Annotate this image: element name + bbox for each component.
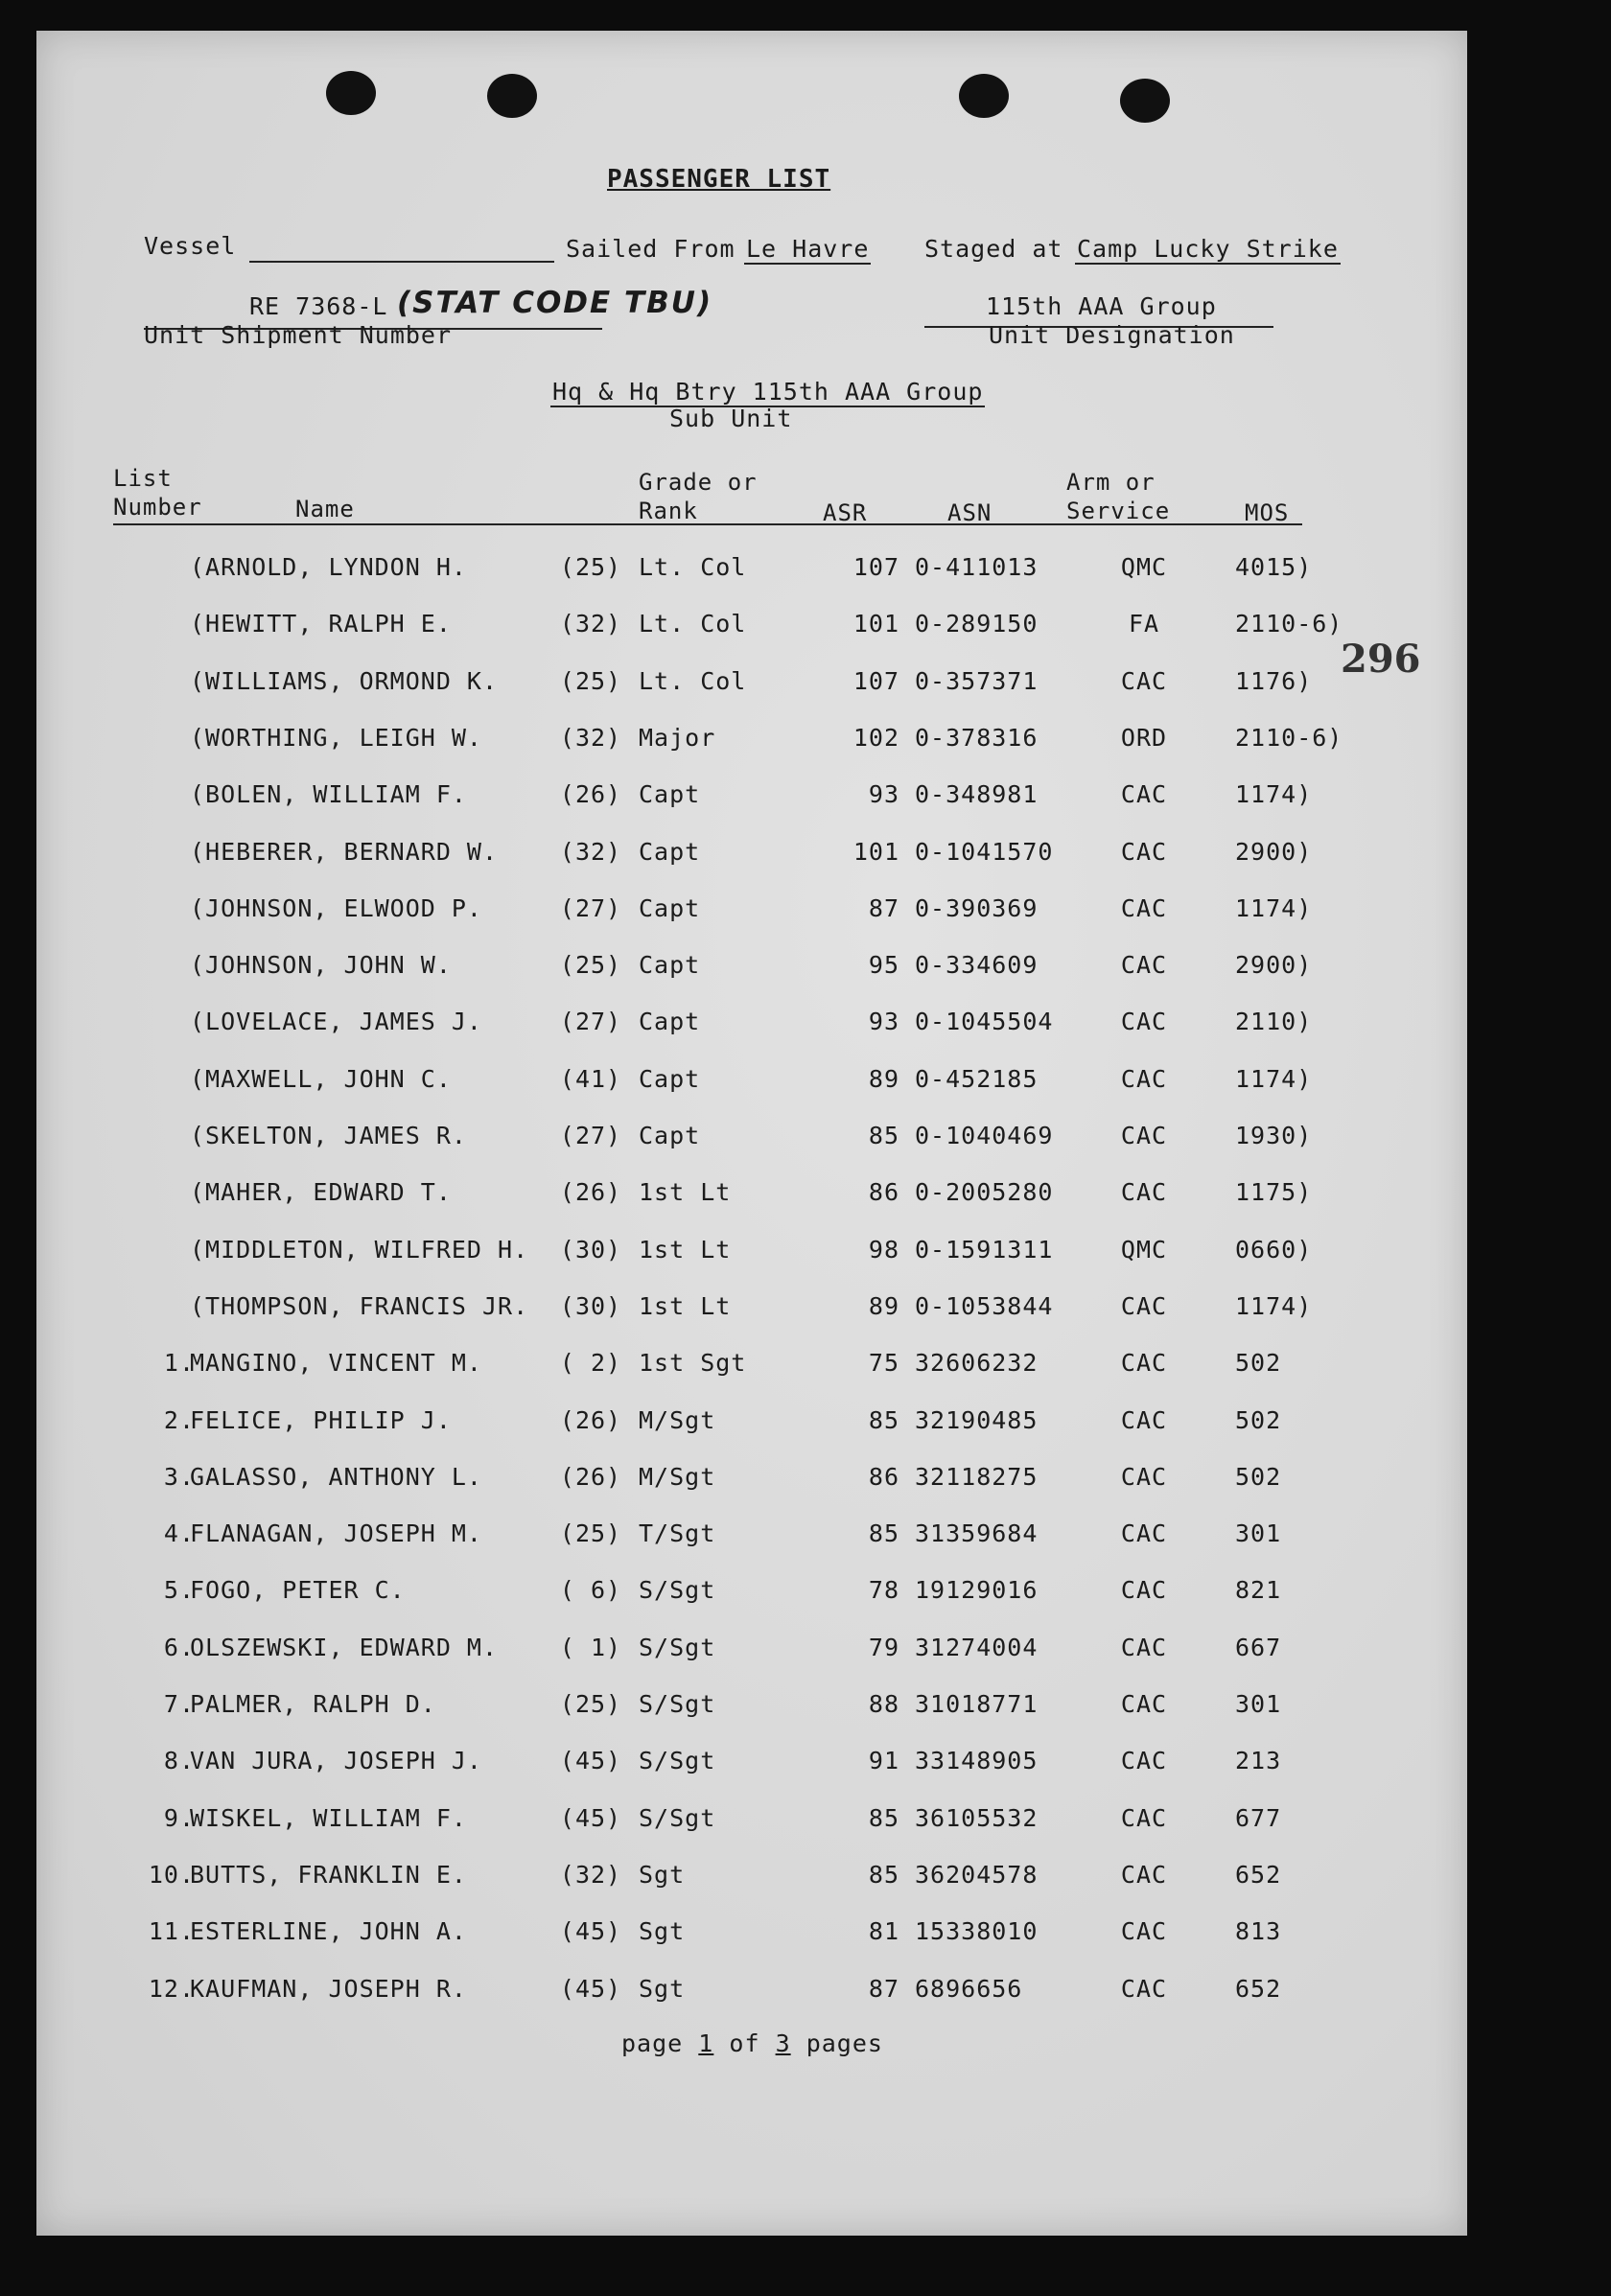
punch-hole <box>487 74 537 118</box>
mos-code: 2110-6) <box>1235 724 1343 752</box>
arm-service: CAC <box>1120 1917 1168 1945</box>
age-code: (45) <box>559 1804 622 1832</box>
sailed-from-value: Le Havre <box>746 235 870 263</box>
sub-unit-label: Sub Unit <box>669 405 793 432</box>
table-row <box>36 1975 1467 2013</box>
arm-service: CAC <box>1120 1406 1168 1434</box>
mos-code: 2900) <box>1235 838 1313 866</box>
passenger-name: VAN JURA, JOSEPH J. <box>190 1747 482 1774</box>
mos-code: 301 <box>1235 1519 1282 1547</box>
age-code: (32) <box>559 610 622 638</box>
asr-score: 89 <box>868 1292 899 1320</box>
list-number: 10. <box>148 1861 195 1889</box>
table-row <box>36 1292 1467 1331</box>
list-number: 6. <box>163 1634 195 1661</box>
asr-score: 98 <box>868 1236 899 1264</box>
table-row <box>36 667 1467 706</box>
asn-number: 0-289150 <box>915 610 1039 638</box>
mos-code: 1930) <box>1235 1122 1313 1149</box>
grade-rank: Sgt <box>639 1861 686 1889</box>
shipment-handwritten-note: (STAT CODE TBU) <box>397 286 713 320</box>
table-row <box>36 1519 1467 1558</box>
asr-score: 85 <box>868 1406 899 1434</box>
arm-service: CAC <box>1120 1747 1168 1774</box>
table-row <box>36 1406 1467 1445</box>
footer-total: 3 <box>775 2029 791 2057</box>
table-row <box>36 1463 1467 1501</box>
arm-service: CAC <box>1120 780 1168 808</box>
table-row <box>36 780 1467 819</box>
grade-rank: Sgt <box>639 1975 686 2003</box>
staged-at-value: Camp Lucky Strike <box>1077 235 1339 263</box>
asr-score: 102 <box>852 724 899 752</box>
unit-designation-value: 115th AAA Group <box>986 292 1217 320</box>
list-number: 2. <box>163 1406 195 1434</box>
grade-rank: 1st Lt <box>639 1292 732 1320</box>
table-row <box>36 1065 1467 1103</box>
age-code: (26) <box>559 1406 622 1434</box>
col-mos: MOS <box>1245 499 1290 526</box>
shipment-number: RE 7368-L <box>249 292 388 320</box>
grade-rank: 1st Lt <box>639 1178 732 1206</box>
age-code: (25) <box>559 1519 622 1547</box>
grade-rank: Capt <box>639 780 701 808</box>
asn-number: 0-334609 <box>915 951 1039 979</box>
age-code: (25) <box>559 951 622 979</box>
asn-number: 0-452185 <box>915 1065 1039 1093</box>
mos-code: 0660) <box>1235 1236 1313 1264</box>
asr-score: 89 <box>868 1065 899 1093</box>
passenger-name: WISKEL, WILLIAM F. <box>190 1804 467 1832</box>
arm-service: CAC <box>1120 1634 1168 1661</box>
asn-number: 36204578 <box>915 1861 1039 1889</box>
sailed-from-label: Sailed From <box>566 235 735 263</box>
grade-rank: Sgt <box>639 1917 686 1945</box>
arm-service: ORD <box>1120 724 1168 752</box>
asr-score: 91 <box>868 1747 899 1774</box>
asn-number: 19129016 <box>915 1576 1039 1604</box>
asr-score: 107 <box>852 667 899 695</box>
header-rule <box>113 523 1302 525</box>
asr-score: 85 <box>868 1122 899 1149</box>
arm-service: CAC <box>1120 894 1168 922</box>
mos-code: 2900) <box>1235 951 1313 979</box>
mos-code: 652 <box>1235 1975 1282 2003</box>
mos-code: 502 <box>1235 1406 1282 1434</box>
asn-number: 0-348981 <box>915 780 1039 808</box>
arm-service: CAC <box>1120 951 1168 979</box>
punch-hole <box>326 71 376 115</box>
stamp-number: 296 <box>1341 637 1421 682</box>
age-code: (45) <box>559 1917 622 1945</box>
shipment-label: Unit Shipment Number <box>144 321 453 349</box>
sub-unit-value: Hq & Hq Btry 115th AAA Group <box>552 378 984 406</box>
asn-number: 31274004 <box>915 1634 1039 1661</box>
table-row <box>36 1122 1467 1160</box>
footer-suffix: pages <box>806 2029 883 2057</box>
grade-rank: Major <box>639 724 716 752</box>
table-row <box>36 1634 1467 1672</box>
passenger-name: (ARNOLD, LYNDON H. <box>190 553 467 581</box>
col-name: Name <box>295 496 355 522</box>
list-number: 5. <box>163 1576 195 1604</box>
vessel-field <box>249 261 554 263</box>
age-code: (30) <box>559 1236 622 1264</box>
age-code: ( 6) <box>559 1576 622 1604</box>
grade-rank: Lt. Col <box>639 667 747 695</box>
mos-code: 2110) <box>1235 1008 1313 1035</box>
arm-service: CAC <box>1120 1292 1168 1320</box>
age-code: (45) <box>559 1747 622 1774</box>
table-row <box>36 1690 1467 1728</box>
age-code: (41) <box>559 1065 622 1093</box>
arm-service: CAC <box>1120 1975 1168 2003</box>
col-grade: Grade or Rank <box>639 469 758 524</box>
passenger-name: FELICE, PHILIP J. <box>190 1406 452 1434</box>
asr-score: 86 <box>868 1178 899 1206</box>
grade-rank: S/Sgt <box>639 1747 716 1774</box>
age-code: (25) <box>559 1690 622 1718</box>
mos-code: 1174) <box>1235 894 1313 922</box>
list-number: 8. <box>163 1747 195 1774</box>
passenger-name: (THOMPSON, FRANCIS JR. <box>190 1292 529 1320</box>
asr-score: 88 <box>868 1690 899 1718</box>
grade-rank: T/Sgt <box>639 1519 716 1547</box>
age-code: (45) <box>559 1975 622 2003</box>
arm-service: CAC <box>1120 1463 1168 1491</box>
list-number: 4. <box>163 1519 195 1547</box>
age-code: (25) <box>559 667 622 695</box>
mos-code: 4015) <box>1235 553 1313 581</box>
asr-score: 93 <box>868 1008 899 1035</box>
list-number: 9. <box>163 1804 195 1832</box>
asn-number: 0-1040469 <box>915 1122 1054 1149</box>
table-row <box>36 553 1467 591</box>
age-code: (26) <box>559 1463 622 1491</box>
col-asr: ASR <box>823 499 868 526</box>
table-row <box>36 894 1467 933</box>
mos-code: 502 <box>1235 1463 1282 1491</box>
age-code: (32) <box>559 1861 622 1889</box>
asn-number: 0-1045504 <box>915 1008 1054 1035</box>
passenger-name: (JOHNSON, JOHN W. <box>190 951 452 979</box>
grade-rank: Capt <box>639 838 701 866</box>
passenger-name: (HEBERER, BERNARD W. <box>190 838 499 866</box>
vessel-label: Vessel <box>144 232 237 260</box>
table-row <box>36 1349 1467 1387</box>
asn-number: 36105532 <box>915 1804 1039 1832</box>
asn-number: 0-1041570 <box>915 838 1054 866</box>
passenger-name: (WILLIAMS, ORMOND K. <box>190 667 499 695</box>
page-footer <box>621 2029 883 2057</box>
grade-rank: Lt. Col <box>639 553 747 581</box>
table-row <box>36 1178 1467 1217</box>
grade-rank: M/Sgt <box>639 1406 716 1434</box>
grade-rank: 1st Lt <box>639 1236 732 1264</box>
arm-service: CAC <box>1120 1349 1168 1377</box>
table-row <box>36 1861 1467 1899</box>
asn-number: 0-411013 <box>915 553 1039 581</box>
grade-rank: M/Sgt <box>639 1463 716 1491</box>
footer-prefix: page <box>621 2029 684 2057</box>
mos-code: 1175) <box>1235 1178 1313 1206</box>
asn-number: 32118275 <box>915 1463 1039 1491</box>
age-code: (26) <box>559 1178 622 1206</box>
table-row <box>36 1804 1467 1843</box>
asr-score: 87 <box>868 1975 899 2003</box>
mos-code: 652 <box>1235 1861 1282 1889</box>
grade-rank: Lt. Col <box>639 610 747 638</box>
asn-number: 0-2005280 <box>915 1178 1054 1206</box>
passenger-name: (HEWITT, RALPH E. <box>190 610 452 638</box>
table-row <box>36 1236 1467 1274</box>
table-row <box>36 1576 1467 1614</box>
col-asn: ASN <box>947 499 992 526</box>
table-row <box>36 838 1467 876</box>
arm-service: FA <box>1128 610 1160 638</box>
mos-code: 301 <box>1235 1690 1282 1718</box>
asr-score: 85 <box>868 1804 899 1832</box>
grade-rank: Capt <box>639 1008 701 1035</box>
table-row <box>36 724 1467 762</box>
arm-service: CAC <box>1120 1690 1168 1718</box>
table-row <box>36 610 1467 648</box>
passenger-name: (MIDDLETON, WILFRED H. <box>190 1236 529 1264</box>
passenger-name: OLSZEWSKI, EDWARD M. <box>190 1634 499 1661</box>
asn-number: 6896656 <box>915 1975 1023 2003</box>
arm-service: CAC <box>1120 1576 1168 1604</box>
age-code: (27) <box>559 1122 622 1149</box>
staged-at-label: Staged at <box>924 235 1063 263</box>
grade-rank: Capt <box>639 894 701 922</box>
table-row <box>36 951 1467 989</box>
mos-code: 213 <box>1235 1747 1282 1774</box>
asr-score: 86 <box>868 1463 899 1491</box>
passenger-name: BUTTS, FRANKLIN E. <box>190 1861 467 1889</box>
table-row <box>36 1917 1467 1956</box>
list-number: 12. <box>148 1975 195 2003</box>
asr-score: 101 <box>852 610 899 638</box>
passenger-name: (JOHNSON, ELWOOD P. <box>190 894 482 922</box>
mos-code: 821 <box>1235 1576 1282 1604</box>
document-page <box>36 31 1467 2236</box>
asn-number: 31359684 <box>915 1519 1039 1547</box>
age-code: (32) <box>559 724 622 752</box>
passenger-name: GALASSO, ANTHONY L. <box>190 1463 482 1491</box>
unit-designation-label: Unit Designation <box>989 321 1235 349</box>
age-code: (32) <box>559 838 622 866</box>
passenger-name: MANGINO, VINCENT M. <box>190 1349 482 1377</box>
arm-service: CAC <box>1120 838 1168 866</box>
asn-number: 32606232 <box>915 1349 1039 1377</box>
passenger-name: (BOLEN, WILLIAM F. <box>190 780 467 808</box>
mos-code: 677 <box>1235 1804 1282 1832</box>
asn-number: 0-378316 <box>915 724 1039 752</box>
footer-page: 1 <box>698 2029 714 2057</box>
asn-number: 0-357371 <box>915 667 1039 695</box>
table-row <box>36 1747 1467 1785</box>
grade-rank: Capt <box>639 1122 701 1149</box>
asn-number: 0-1053844 <box>915 1292 1054 1320</box>
mos-code: 1174) <box>1235 1065 1313 1093</box>
col-list-number: List Number <box>113 465 202 521</box>
age-code: ( 2) <box>559 1349 622 1377</box>
asr-score: 95 <box>868 951 899 979</box>
grade-rank: S/Sgt <box>639 1690 716 1718</box>
asn-number: 0-390369 <box>915 894 1039 922</box>
footer-of: of <box>729 2029 760 2057</box>
asr-score: 79 <box>868 1634 899 1661</box>
arm-service: QMC <box>1120 553 1168 581</box>
mos-code: 502 <box>1235 1349 1282 1377</box>
passenger-name: FOGO, PETER C. <box>190 1576 406 1604</box>
arm-service: CAC <box>1120 1519 1168 1547</box>
table-row <box>36 1008 1467 1046</box>
passenger-name: (MAHER, EDWARD T. <box>190 1178 452 1206</box>
arm-service: CAC <box>1120 1122 1168 1149</box>
page-title: PASSENGER LIST <box>607 165 831 194</box>
punch-hole <box>959 74 1009 118</box>
asn-number: 0-1591311 <box>915 1236 1054 1264</box>
list-number: 3. <box>163 1463 195 1491</box>
list-number: 1. <box>163 1349 195 1377</box>
passenger-name: ESTERLINE, JOHN A. <box>190 1917 467 1945</box>
grade-rank: S/Sgt <box>639 1576 716 1604</box>
passenger-name: PALMER, RALPH D. <box>190 1690 436 1718</box>
age-code: (30) <box>559 1292 622 1320</box>
list-number: 11. <box>148 1917 195 1945</box>
asn-number: 31018771 <box>915 1690 1039 1718</box>
passenger-name: KAUFMAN, JOSEPH R. <box>190 1975 467 2003</box>
asn-number: 32190485 <box>915 1406 1039 1434</box>
list-number: 7. <box>163 1690 195 1718</box>
col-arm: Arm or Service <box>1066 469 1171 524</box>
grade-rank: S/Sgt <box>639 1634 716 1661</box>
asn-number: 33148905 <box>915 1747 1039 1774</box>
grade-rank: S/Sgt <box>639 1804 716 1832</box>
passenger-name: (WORTHING, LEIGH W. <box>190 724 482 752</box>
grade-rank: Capt <box>639 1065 701 1093</box>
arm-service: CAC <box>1120 667 1168 695</box>
passenger-name: (SKELTON, JAMES R. <box>190 1122 467 1149</box>
asr-score: 101 <box>852 838 899 866</box>
age-code: (27) <box>559 1008 622 1035</box>
arm-service: CAC <box>1120 1065 1168 1093</box>
age-code: (25) <box>559 553 622 581</box>
asr-score: 78 <box>868 1576 899 1604</box>
mos-code: 1174) <box>1235 1292 1313 1320</box>
asr-score: 85 <box>868 1861 899 1889</box>
arm-service: CAC <box>1120 1178 1168 1206</box>
passenger-name: FLANAGAN, JOSEPH M. <box>190 1519 482 1547</box>
asn-number: 15338010 <box>915 1917 1039 1945</box>
grade-rank: 1st Sgt <box>639 1349 747 1377</box>
mos-code: 813 <box>1235 1917 1282 1945</box>
passenger-name: (MAXWELL, JOHN C. <box>190 1065 452 1093</box>
asr-score: 85 <box>868 1519 899 1547</box>
asr-score: 87 <box>868 894 899 922</box>
mos-code: 1174) <box>1235 780 1313 808</box>
age-code: (27) <box>559 894 622 922</box>
age-code: (26) <box>559 780 622 808</box>
mos-code: 2110-6) <box>1235 610 1343 638</box>
arm-service: CAC <box>1120 1861 1168 1889</box>
arm-service: QMC <box>1120 1236 1168 1264</box>
asr-score: 75 <box>868 1349 899 1377</box>
asr-score: 107 <box>852 553 899 581</box>
asr-score: 81 <box>868 1917 899 1945</box>
passenger-name: (LOVELACE, JAMES J. <box>190 1008 482 1035</box>
grade-rank: Capt <box>639 951 701 979</box>
mos-code: 1176) <box>1235 667 1313 695</box>
age-code: ( 1) <box>559 1634 622 1661</box>
arm-service: CAC <box>1120 1008 1168 1035</box>
mos-code: 667 <box>1235 1634 1282 1661</box>
punch-hole <box>1120 79 1170 123</box>
asr-score: 93 <box>868 780 899 808</box>
arm-service: CAC <box>1120 1804 1168 1832</box>
